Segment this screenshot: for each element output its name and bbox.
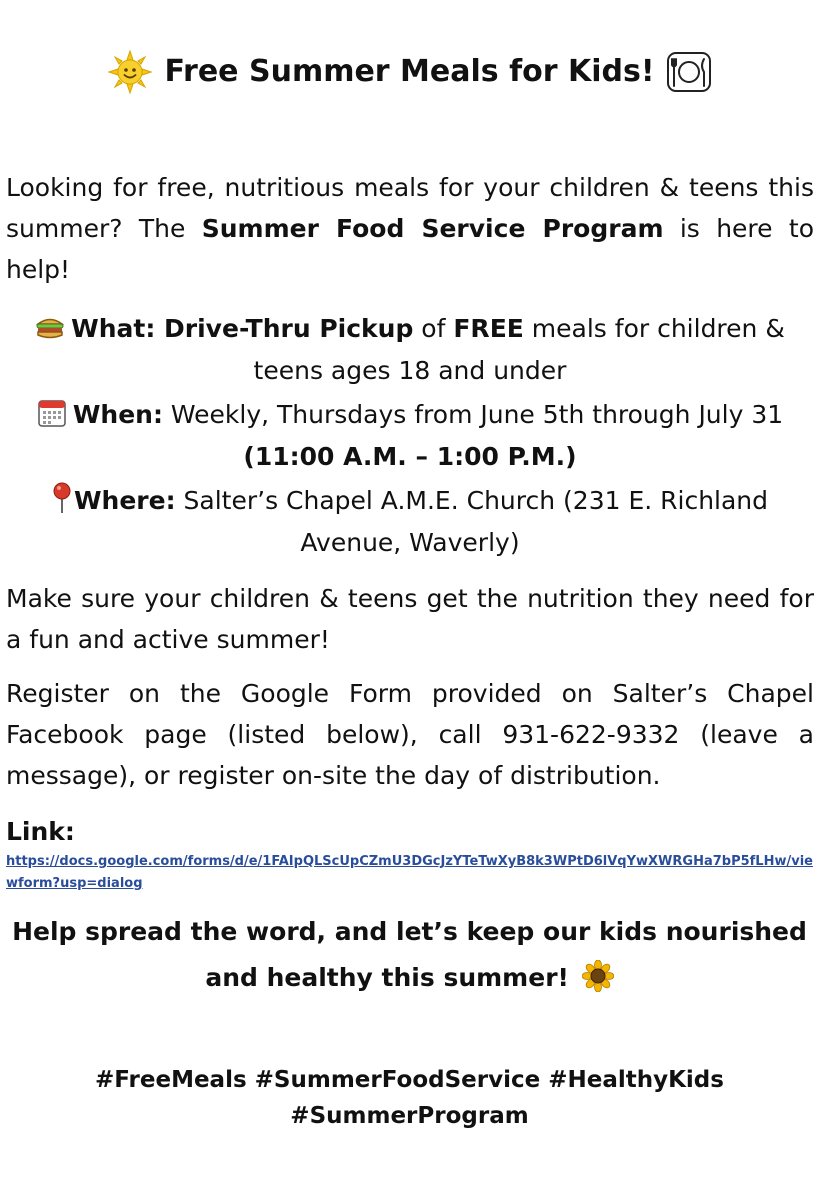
sandwich-icon [35,314,65,342]
intro-paragraph [6,167,814,290]
when-text: Weekly, Thursdays from June 5th through July 31 [162,400,784,429]
closing-text: Help spread the word, and let’s keep our kids nourished and healthy this summer! [12,917,807,992]
what-free: FREE [453,314,524,343]
where-line [6,480,814,564]
hashtags-line-2: #SummerProgram [290,1103,529,1129]
intro-text-2: is here to help! [6,214,814,284]
when-time: (11:00 A.M. – 1:00 P.M.) [243,442,577,471]
sun-emoji-icon [108,50,152,94]
closing-message [0,909,819,1001]
flyer-title [0,48,819,96]
plate-cutlery-icon [667,50,711,94]
register-paragraph: Register on the Google Form provided on Salter’s Chapel Facebook page (listed below), call 931-622-9332 (leave a message), or register on-site the day of distribution. [6,679,814,790]
sunflower-icon [582,960,614,992]
when-line [6,394,814,478]
nutrition-paragraph: Make sure your children & teens get the nutrition they need for a fun and active summer! [6,584,814,654]
calendar-icon [37,398,67,428]
what-line [6,308,814,392]
link-label: Link: [6,817,75,846]
when-label: When: [72,400,163,429]
program-name: Summer Food Service Program [201,214,664,243]
intro-text-1: Looking for free, nutritious meals for your children & teens this summer? The [6,173,814,243]
pin-icon [52,482,72,514]
where-text: Salter’s Chapel A.M.E. Church (231 E. Richland Avenue, Waverly) [175,486,769,557]
what-label: What: Drive-Thru Pickup [71,314,414,343]
what-text-2: meals for children & teens ages 18 and under [253,314,785,385]
what-text-1: of [413,314,454,343]
hashtags-line-1: #FreeMeals #SummerFoodService #HealthyKids [95,1067,724,1093]
where-label: Where: [73,486,176,515]
form-link[interactable]: https://docs.google.com/forms/d/e/1FAIpQLScUpCZmU3DGcJzYTeTwXyB8k3WPtD6lVqYwXWRGHa7bP5fLHw/viewform?usp=dialog [6,854,813,891]
hashtags [0,1062,819,1134]
title-text: Free Summer Meals for Kids! [164,54,655,89]
